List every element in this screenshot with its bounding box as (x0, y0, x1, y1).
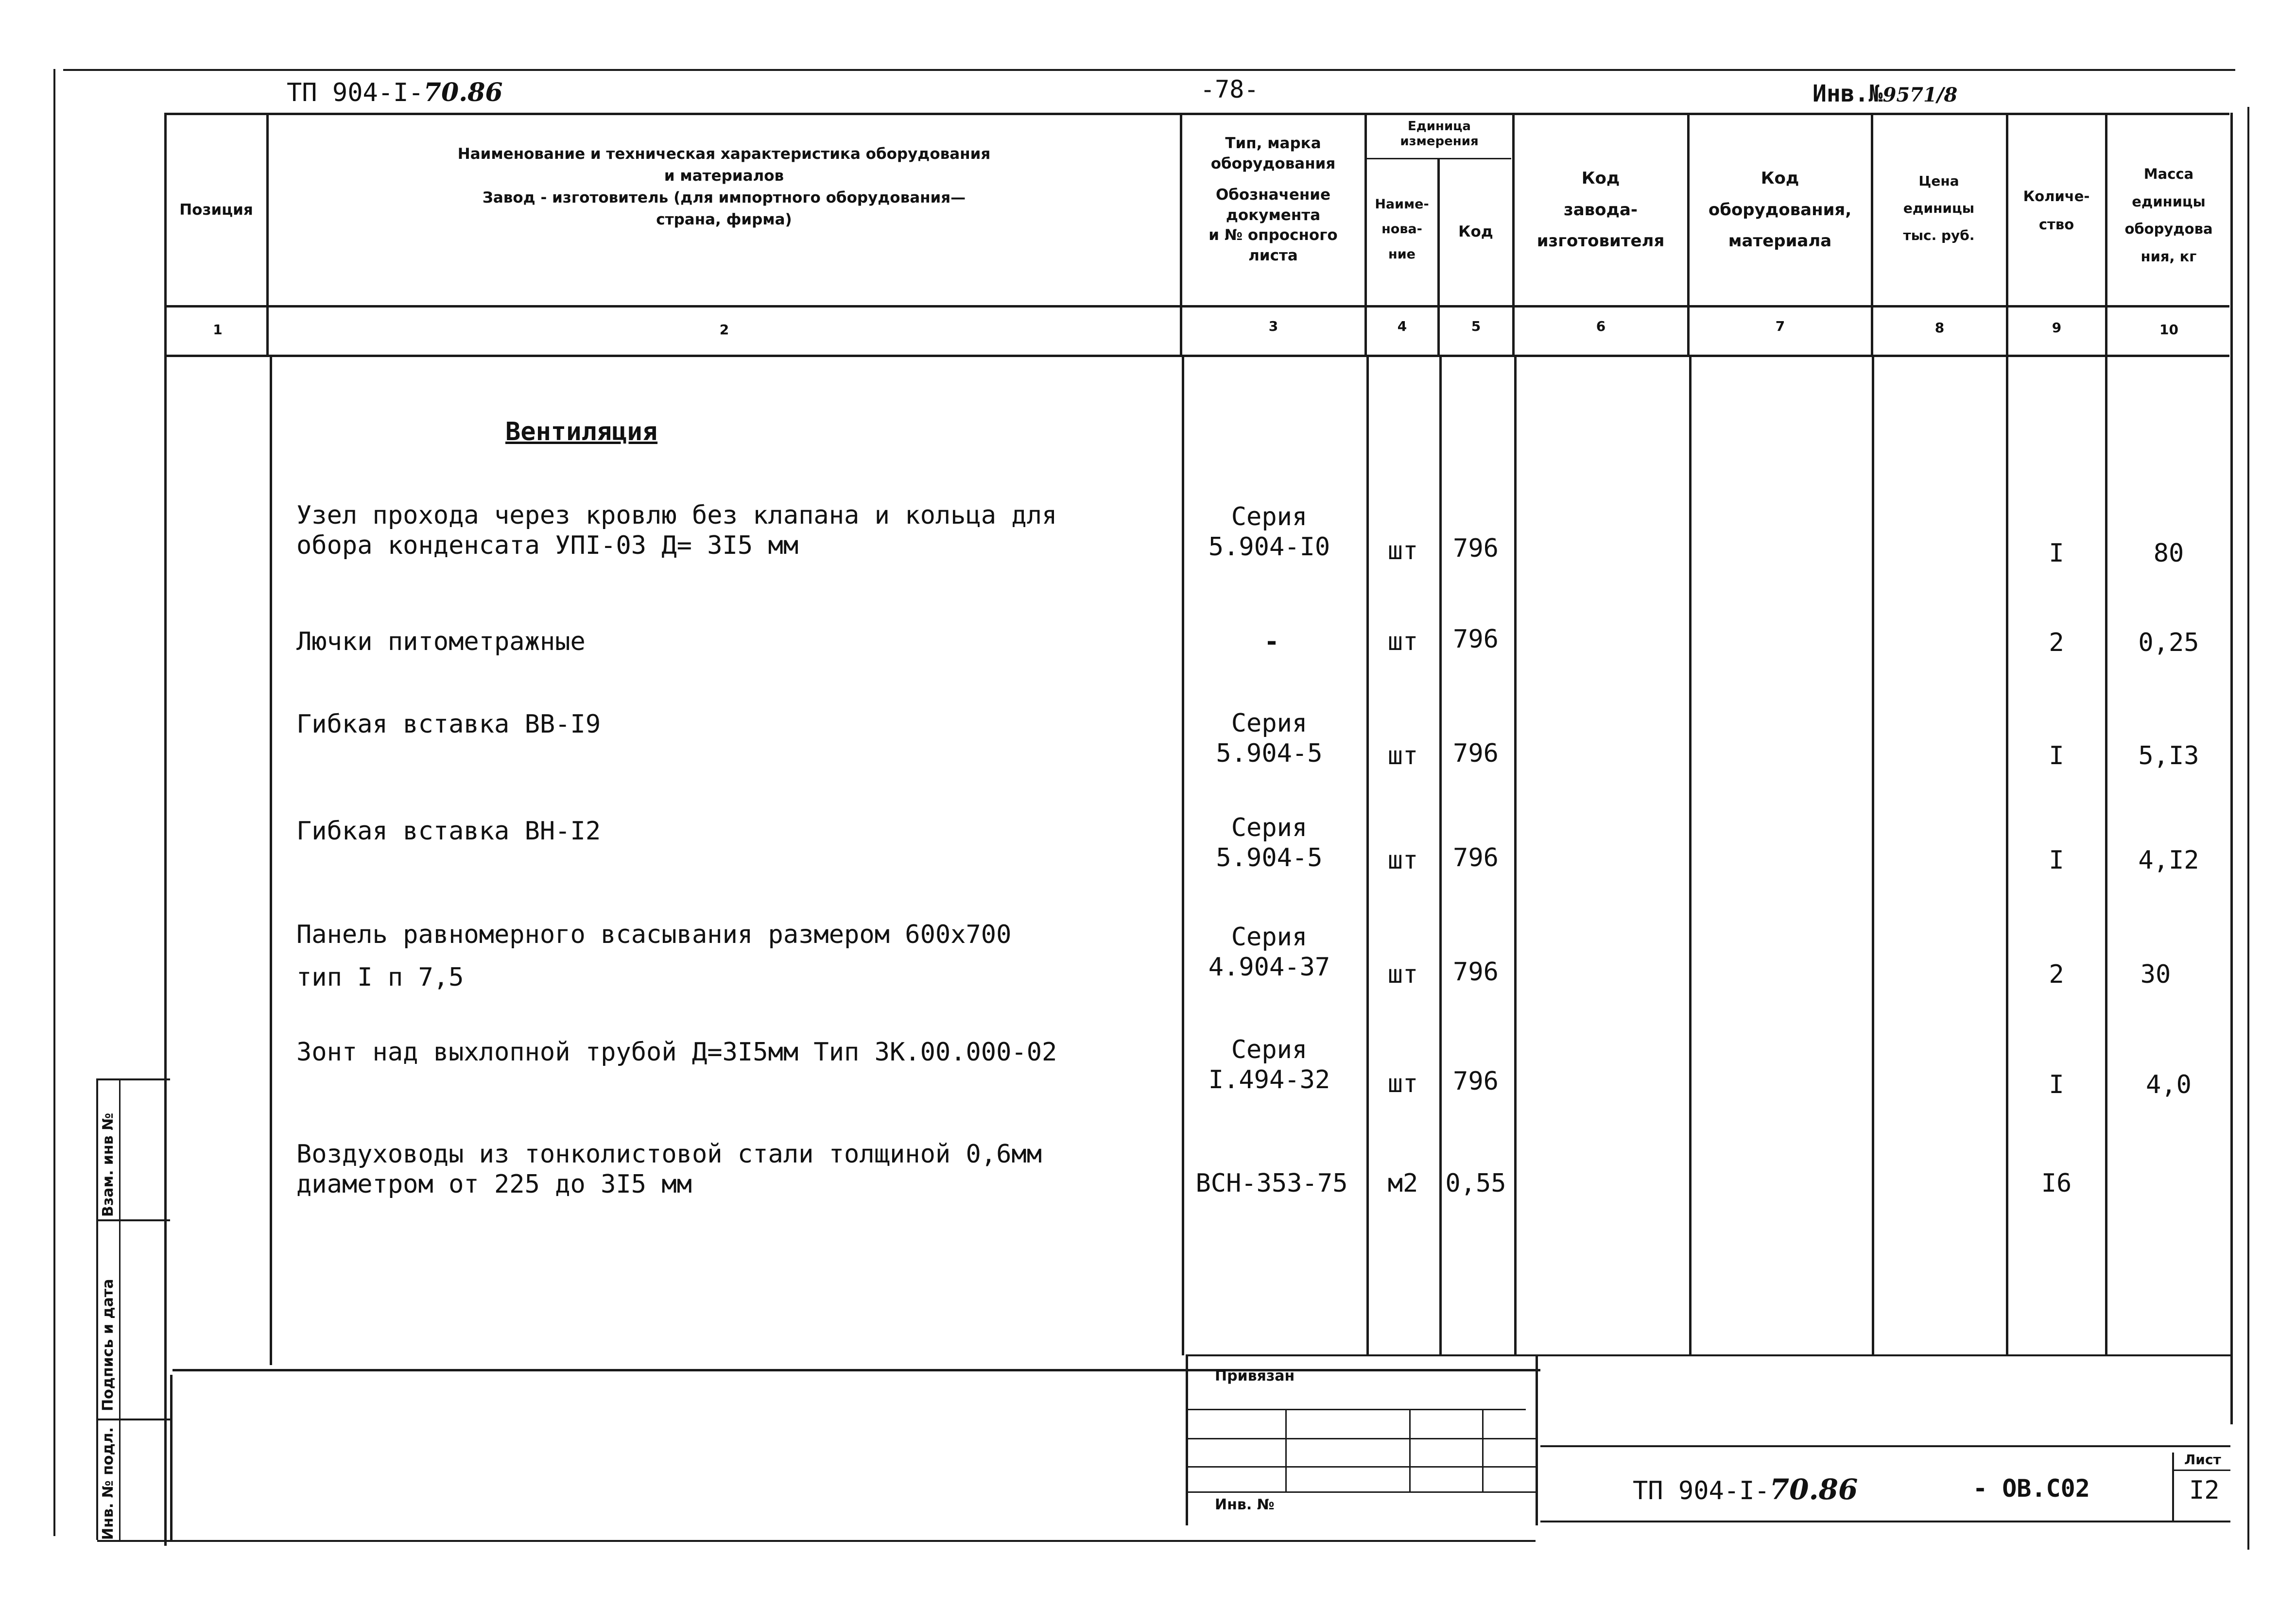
margin-label-podpis: Подпись и дата (100, 1279, 117, 1411)
row-2-type-line: - (1264, 627, 1279, 656)
column-number: 8 (1934, 320, 1945, 336)
col-divider-1 (266, 113, 269, 355)
body-divider-1 (270, 355, 272, 1365)
row-6-code: 796 (1453, 1067, 1499, 1096)
header-col9-line: ство (2038, 216, 2074, 233)
sheet-divider (2172, 1453, 2174, 1521)
row-3-unit: шт (1387, 741, 1418, 770)
row-3-code: 796 (1453, 739, 1499, 768)
row-1-type (1182, 502, 1357, 562)
header-col2-line: и материалов (664, 167, 784, 185)
body-divider-6 (1689, 355, 1692, 1355)
stamp-code-bottom-line (1540, 1521, 2230, 1522)
row-4-type-line: Серия (1231, 813, 1308, 842)
stamp-doc-code (1633, 1473, 1858, 1506)
row-7-code: 0,55 (1445, 1169, 1506, 1198)
row-5-type-line: Серия (1231, 923, 1308, 952)
header-col7-line: Код (1761, 169, 1799, 188)
row-4-mass: 4,I2 (2138, 846, 2199, 875)
row-4-code: 796 (1453, 843, 1499, 872)
frame-left-line (53, 69, 55, 1536)
row-3-mass: 5,I3 (2138, 741, 2199, 770)
stamp-privyazan-label: Привязан (1215, 1368, 1295, 1385)
column-number: 1 (213, 322, 223, 338)
stamp-doc-code-prefix: ТП 904-I- (1633, 1476, 1770, 1505)
header-col3-line: листа (1248, 247, 1298, 265)
table-top-line (164, 113, 2229, 115)
row-5-name (296, 913, 1011, 999)
row-5-type (1182, 922, 1357, 982)
row-2-unit: шт (1387, 627, 1418, 656)
header-col9 (2008, 182, 2105, 239)
row-7-name-line: Воздуховоды из тонколистовой стали толщиной 0,6мм (296, 1140, 1042, 1169)
header-col2-line: страна, фирма) (656, 210, 792, 228)
inventory-prefix: Инв.№ (1813, 80, 1883, 107)
row-5-code: 796 (1453, 957, 1499, 987)
column-number: 5 (1471, 318, 1481, 334)
row-7-type (1182, 1168, 1362, 1198)
header-col3-line: оборудования (1210, 154, 1336, 172)
header-col7 (1689, 163, 1871, 257)
stamp-top-right-line (1186, 1354, 2230, 1356)
header-col2-line: Наименование и техническая характеристика оборудования (457, 145, 991, 163)
header-col1: Позиция (179, 201, 253, 219)
row-6-type (1182, 1035, 1357, 1095)
row-6-mass: 4,0 (2146, 1070, 2192, 1099)
margin-line (96, 1419, 170, 1420)
row-7-name (296, 1139, 1042, 1199)
margin-label-vzam: Взам. инв № (100, 1112, 117, 1217)
row-1-name (296, 500, 1057, 561)
stamp-grid-line (1186, 1491, 1536, 1493)
sheet-label-line (2172, 1470, 2230, 1471)
header-unit-group (1366, 119, 1512, 149)
row-5-name-line: Панель равномерного всасывания размером 600х700 (296, 920, 1012, 949)
row-7-type-line: ВСН-353-75 (1195, 1169, 1348, 1198)
header-col8-line: единицы (1903, 200, 1975, 216)
stamp-divider-right (1536, 1355, 1538, 1525)
top-left-code-hand: 70.86 (423, 78, 503, 107)
stamp-grid-vline (1285, 1409, 1287, 1491)
header-col6-line: Код (1581, 169, 1620, 188)
header-col3 (1182, 134, 1364, 266)
stamp-left-border (170, 1375, 173, 1540)
stamp-inv-label: Инв. № (1215, 1496, 1275, 1513)
header-col10-line: ния, кг (2141, 248, 2197, 265)
inventory-hand: 9571/8 (1882, 84, 1958, 106)
stamp-grid-line (1186, 1409, 1526, 1410)
row-6-unit: шт (1387, 1069, 1418, 1098)
header-unit-line: Единица (1408, 119, 1471, 134)
header-col3-line: документа (1226, 206, 1321, 224)
row-4-type (1182, 813, 1357, 873)
header-col8-line: тыс. руб. (1903, 227, 1975, 243)
stamp-doc-code-hand: 70.86 (1769, 1473, 1858, 1506)
row-2-name-line: Лючки питометражные (296, 627, 586, 656)
column-number: 10 (2159, 322, 2178, 338)
row-4-type-line: 5.904-5 (1216, 843, 1323, 872)
table-right-border (2230, 113, 2233, 1424)
row-2-mass: 0,25 (2138, 628, 2199, 657)
top-left-code-prefix: ТП 904-I- (287, 78, 424, 107)
header-col7-line: материала (1728, 231, 1832, 251)
stamp-grid-vline (1409, 1409, 1411, 1491)
header-col4-line: нова- (1381, 222, 1422, 237)
header-unit-line: измерения (1400, 134, 1479, 149)
row-7-name-line: диаметром от 225 до 3I5 мм (296, 1170, 692, 1199)
header-col3-line: и № опросного (1208, 226, 1338, 244)
margin-line (96, 1219, 170, 1221)
header-col8 (1872, 168, 2006, 249)
row-3-qty: I (2049, 741, 2064, 770)
row-4-qty: I (2049, 846, 2064, 875)
section-title: Вентиляция (505, 417, 658, 446)
row-2-qty: 2 (2049, 628, 2064, 657)
header-col8-line: Цена (1918, 173, 1959, 189)
bottom-frame-line (97, 1540, 1536, 1542)
row-3-name-line: Гибкая вставка ВВ-I9 (296, 710, 601, 739)
row-1-unit: шт (1387, 536, 1418, 565)
frame-right-line (2247, 107, 2249, 1550)
header-col3-line: Обозначение (1215, 186, 1331, 204)
numbers-bottom-line (164, 355, 2229, 357)
row-5-unit: шт (1387, 960, 1418, 989)
inventory-number (1813, 80, 1957, 107)
row-1-name-line: Узел прохода через кровлю без клапана и кольца для (296, 501, 1057, 530)
row-1-code: 796 (1453, 534, 1499, 563)
stamp-doc-suffix: - ОВ.С02 (1973, 1474, 2090, 1503)
column-number: 3 (1268, 318, 1278, 334)
row-3-name (296, 709, 601, 739)
row-6-name-line: Зонт над выхлопной трубой Д=3I5мм Тип ЗК.00.000-02 (296, 1038, 1057, 1067)
body-divider-5 (1514, 355, 1517, 1355)
stamp-code-top-line (1540, 1445, 2230, 1447)
row-3-type-line: 5.904-5 (1216, 739, 1323, 768)
stamp-grid-vline (1482, 1409, 1484, 1491)
body-divider-7 (1872, 355, 1874, 1355)
header-col7-line: оборудования, (1708, 200, 1852, 220)
row-5-qty: 2 (2049, 960, 2064, 989)
row-1-name-line: обора конденсата УПI-03 Д= 3I5 мм (296, 531, 799, 560)
row-5-type-line: 4.904-37 (1208, 953, 1330, 982)
row-1-type-line: Серия (1231, 502, 1308, 531)
sheet-number: I2 (2189, 1476, 2220, 1505)
row-7-qty: I6 (2041, 1169, 2072, 1198)
header-col3-line: Тип, марка (1225, 135, 1321, 152)
header-col10-line: Масса (2143, 166, 2194, 182)
stamp-divider-left (1186, 1355, 1188, 1525)
column-number: 7 (1775, 318, 1785, 334)
row-1-type-line: 5.904-I0 (1208, 532, 1330, 562)
header-col2-line: Завод - изготовитель (для импортного оборудования— (482, 188, 966, 206)
header-col4 (1366, 192, 1437, 267)
header-col2 (272, 143, 1176, 231)
row-4-unit: шт (1387, 846, 1418, 875)
margin-label-inv-podl: Инв. № подл. (100, 1427, 117, 1540)
top-left-code (287, 78, 503, 107)
row-2-type (1182, 627, 1362, 657)
column-number: 6 (1596, 318, 1606, 334)
header-col6 (1514, 163, 1687, 257)
header-col10-line: единицы (2132, 193, 2206, 210)
column-number: 9 (2052, 320, 2062, 336)
row-6-qty: I (2049, 1070, 2064, 1099)
row-1-mass: 80 (2153, 539, 2184, 568)
header-col9-line: Количе- (2023, 188, 2090, 205)
row-6-type-line: Серия (1231, 1035, 1308, 1064)
row-7-unit: м2 (1387, 1169, 1418, 1198)
row-1-qty: I (2049, 539, 2064, 568)
row-3-type (1182, 708, 1357, 769)
header-col10 (2107, 160, 2230, 270)
row-4-name (296, 816, 601, 846)
row-5-name-line: тип I п 7,5 (296, 963, 464, 992)
header-col6-line: изготовителя (1536, 231, 1665, 251)
header-col4-line: ние (1388, 246, 1416, 262)
page-number: -78- (1200, 75, 1259, 103)
frame-top-line (63, 69, 2235, 71)
margin-line (96, 1078, 170, 1080)
header-col5: Код (1458, 223, 1493, 240)
header-bottom-line (164, 305, 2229, 308)
margin-inner-line (119, 1078, 121, 1540)
header-col6-line: завода- (1563, 200, 1638, 220)
row-3-type-line: Серия (1231, 709, 1308, 738)
header-col10-line: оборудова (2124, 221, 2213, 238)
row-4-name-line: Гибкая вставка ВН-I2 (296, 817, 601, 846)
row-5-mass: 30 (2140, 960, 2171, 989)
header-col4-line: Наиме- (1375, 197, 1429, 212)
stamp-top-line (173, 1369, 1540, 1371)
row-6-name (296, 1037, 1057, 1067)
row-6-type-line: I.494-32 (1208, 1065, 1330, 1094)
column-number: 4 (1397, 318, 1407, 334)
row-2-name (296, 627, 586, 657)
row-2-code: 796 (1453, 625, 1499, 654)
sheet-label: Лист (2184, 1452, 2221, 1468)
margin-left-line (96, 1078, 98, 1540)
column-number: 2 (719, 322, 729, 338)
